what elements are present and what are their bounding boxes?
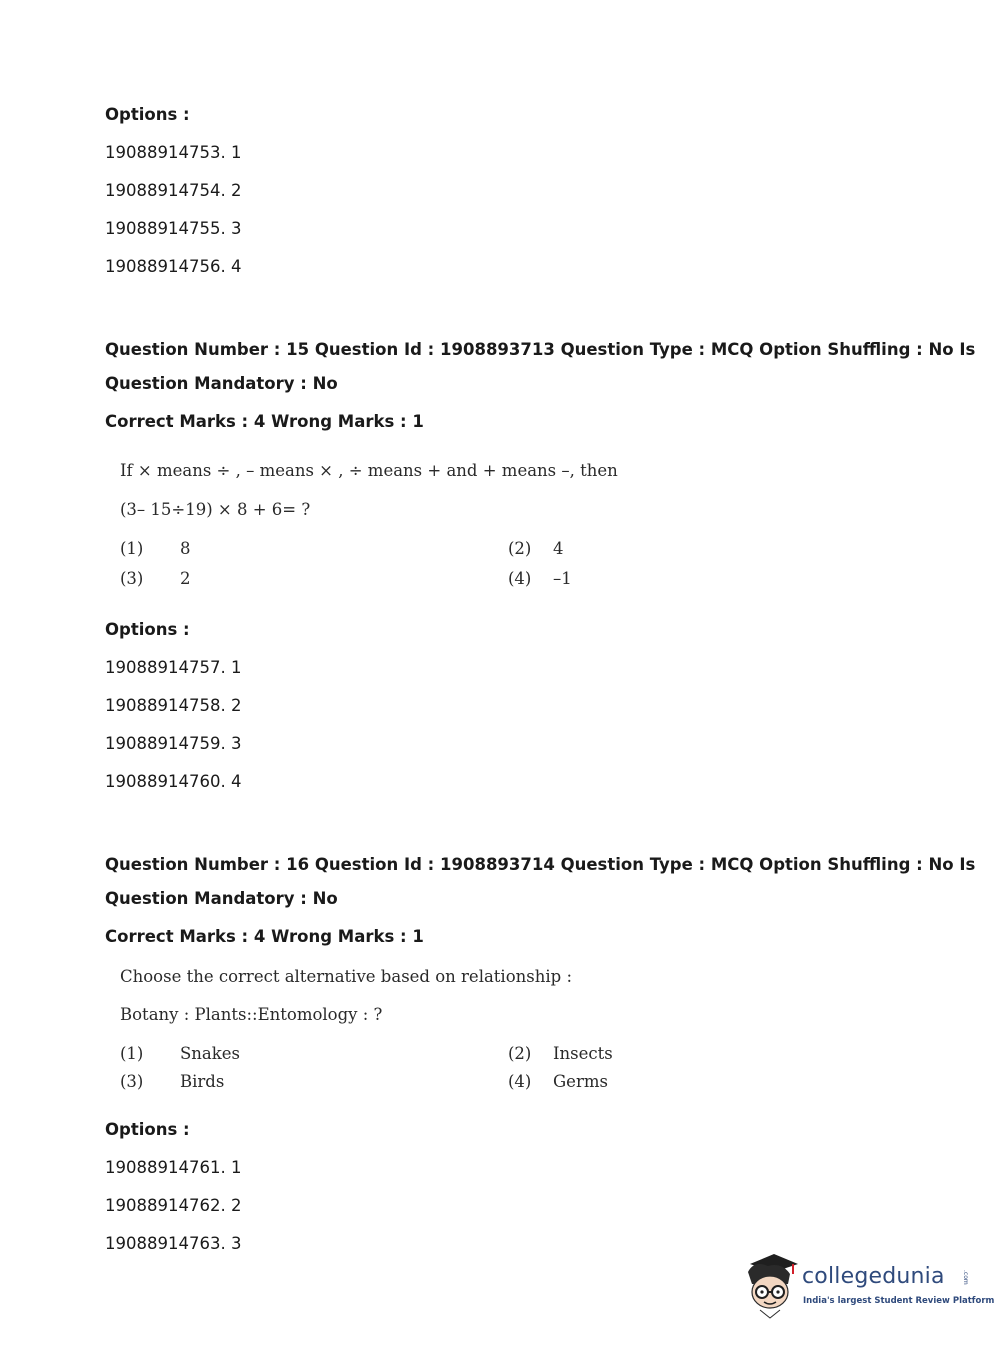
options-label: Options : — [105, 105, 190, 124]
choice-number: (1) — [120, 1044, 144, 1063]
option-item: 19088914760. 4 — [105, 772, 242, 791]
choice-text: Germs — [553, 1072, 608, 1091]
choice-number: (2) — [508, 539, 532, 558]
option-item: 19088914758. 2 — [105, 696, 242, 715]
logo-suffix: .com — [962, 1270, 969, 1285]
question-header-cont: Question Mandatory : No — [105, 889, 338, 908]
choice-number: (2) — [508, 1044, 532, 1063]
option-item: 19088914759. 3 — [105, 734, 242, 753]
option-item: 19088914762. 2 — [105, 1196, 242, 1215]
question-expression: (3– 15÷19) × 8 + 6= ? — [120, 500, 311, 519]
choice-text: 8 — [180, 539, 191, 558]
question-marks: Correct Marks : 4 Wrong Marks : 1 — [105, 927, 424, 946]
option-item: 19088914756. 4 — [105, 257, 242, 276]
question-header: Question Number : 16 Question Id : 1908893714 Question Type : MCQ Option Shuffling : No Is — [105, 855, 976, 874]
logo-tagline: India's largest Student Review Platform — [803, 1296, 995, 1306]
question-stem: Choose the correct alternative based on relationship : — [120, 967, 573, 986]
choice-text: 4 — [553, 539, 564, 558]
choice-text: –1 — [553, 569, 572, 588]
option-item: 19088914753. 1 — [105, 143, 242, 162]
options-label: Options : — [105, 620, 190, 639]
option-item: 19088914755. 3 — [105, 219, 242, 238]
choice-number: (4) — [508, 569, 532, 588]
choice-text: 2 — [180, 569, 191, 588]
question-header: Question Number : 15 Question Id : 1908893713 Question Type : MCQ Option Shuffling : No Is — [105, 340, 976, 359]
choice-number: (3) — [120, 1072, 144, 1091]
choice-text: Insects — [553, 1044, 613, 1063]
mascot-icon — [740, 1250, 802, 1320]
option-item: 19088914757. 1 — [105, 658, 242, 677]
options-label: Options : — [105, 1120, 190, 1139]
question-header-cont: Question Mandatory : No — [105, 374, 338, 393]
choice-number: (4) — [508, 1072, 532, 1091]
question-marks: Correct Marks : 4 Wrong Marks : 1 — [105, 412, 424, 431]
question-stem: If × means ÷ , – means × , ÷ means + and + means –, then — [120, 461, 618, 480]
logo-wordmark: collegedunia — [802, 1264, 945, 1289]
choice-number: (1) — [120, 539, 144, 558]
collegedunia-logo — [740, 1250, 995, 1320]
choice-number: (3) — [120, 569, 144, 588]
option-item: 19088914761. 1 — [105, 1158, 242, 1177]
question-expression: Botany : Plants::Entomology : ? — [120, 1005, 383, 1024]
option-item: 19088914763. 3 — [105, 1234, 242, 1253]
option-item: 19088914754. 2 — [105, 181, 242, 200]
choice-text: Snakes — [180, 1044, 240, 1063]
choice-text: Birds — [180, 1072, 225, 1091]
